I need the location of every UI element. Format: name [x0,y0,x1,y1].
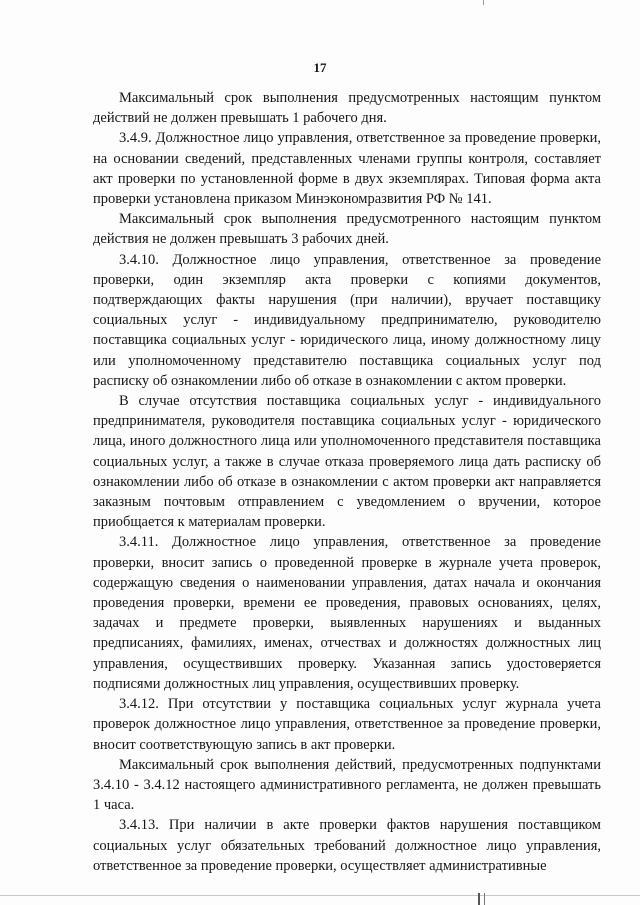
paragraph-max-term-3-days: Максимальный срок выполнения предусмотренного настоящим пунктом действия не должен превышать 3 рабочих дней. [93,211,601,248]
scan-artifact-bottom-mark [478,893,480,905]
paragraph-3-4-12: 3.4.12. При отсутствии у поставщика социальных услуг журнала учета проверок должностное лицо управления, ответственное за проведение проверки, вносит соответствующую запись в акт проверки. [93,696,601,753]
scan-artifact-top [483,0,484,5]
paragraph-3-4-11: 3.4.11. Должностное лицо управления, ответственное за проведение проверки, вносит запись о проведенной проверке в журнале учета проверок, содержащую сведения о наименовании управления, датах начала и окончания проведения проверки, времени ее проведения, правовых основаниях, целях, задачах и предмете проверки, выявленных нарушениях и выданных предписаниях, фамилиях, именах, отчествах и должностях должностных лиц управления, осуществивших проверку. Указанная запись удостоверяется подписями должностных лиц управления, осуществивших проверку. [93,534,601,692]
document-body [93,88,601,876]
paragraph-3-4-9: 3.4.9. Должностное лицо управления, ответственное за проведение проверки, на основании сведений, представленных членами группы контроля, составляет акт проверки по установленной форме в двух экземплярах. Типовая форма акта проверки установлена приказом Минэкономразвития РФ № 141. [93,130,601,208]
paragraph-3-4-13: 3.4.13. При наличии в акте проверки фактов нарушения поставщиком социальных услуг обязательных требований должностное лицо управления, ответственное за проведение проверки, осуществляет административные [93,817,601,874]
paragraph-max-term-1-hour: Максимальный срок выполнения действий, предусмотренных подпунктами 3.4.10 - 3.4.12 настоящего административного регламента, не должен превышать 1 часа. [93,756,601,814]
paragraph-absence-of-provider: В случае отсутствия поставщика социальных услуг - индивидуального предпринимателя, руководителя поставщика социальных услуг - юридического лица, иного должностного лица или уполномоченного представителя поставщика социальных услуг, а также в случае отказа проверяемого лица дать расписку об ознакомлении либо об отказе в ознакомлении с актом проверки акт направляется заказным почтовым отправлением с уведомлением о вручении, которое приобщается к материалам проверки. [93,393,601,531]
scan-artifact-bottom-line [0,895,640,896]
page-number: 17 [313,60,327,75]
paragraph-max-term-1-day: Максимальный срок выполнения предусмотренных настоящим пунктом действий не должен превышать 1 рабочего дня. [93,90,601,127]
scan-artifact-bottom-mark [484,893,485,905]
paragraph-3-4-10: 3.4.10. Должностное лицо управления, ответственное за проведение проверки, один экземпляр акта проверки с копиями документов, подтверждающих факты нарушения (при наличии), вручает поставщику социальных услуг - индивидуальному предпринимателю, руководителю поставщика социальных услуг - юридического лица, иному должностному лицу или уполномоченному представителю поставщика социальных услуг под расписку об ознакомлении либо об отказе в ознакомлении с актом проверки. [93,251,601,389]
